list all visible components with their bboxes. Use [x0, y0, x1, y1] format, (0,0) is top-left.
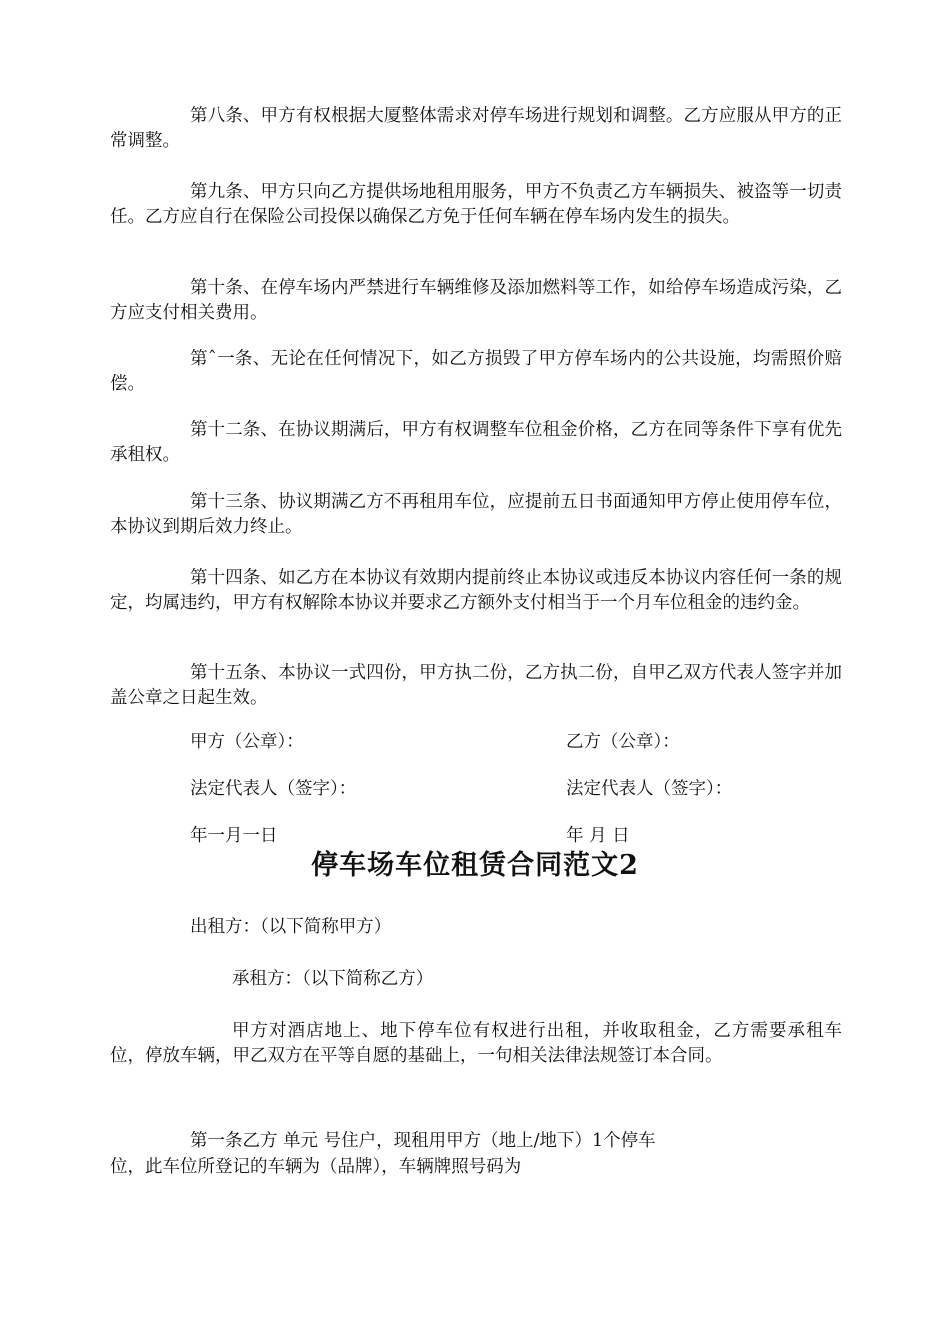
article-12: 第十二条、在协议期满后，甲方有权调整车位租金价格，乙方在同等条件下享有优先承租权。	[110, 420, 842, 465]
party-a-date: 年一月一日	[190, 826, 278, 846]
lessee-line: 承租方：（以下简称乙方）	[232, 969, 434, 989]
article-10: 第十条、在停车场内严禁进行车辆维修及添加燃料等工作，如给停车场造成污染，乙方应支付相关费用。	[110, 278, 842, 323]
party-b-representative: 法定代表人（签字）：	[566, 779, 733, 799]
article-1-line-1: 第一条乙方 单元 号住户，现租用甲方（地上/地下）1个停车	[190, 1131, 656, 1151]
article-11: 第ˆ一条、无论在任何情况下，如乙方损毁了甲方停车场内的公共设施，均需照价赔偿。	[110, 349, 842, 394]
article-15: 第十五条、本协议一式四份，甲方执二份，乙方执二份，自甲乙双方代表人签字并加盖公章之日起生效。	[110, 663, 842, 708]
party-b-seal: 乙方（公章）：	[566, 732, 680, 752]
party-a-seal: 甲方（公章）：	[190, 732, 304, 752]
article-13: 第十三条、协议期满乙方不再租用车位，应提前五日书面通知甲方停止使用停车位，本协议到期后效力终止。	[110, 492, 842, 537]
party-b-date: 年 月 日	[566, 826, 630, 846]
article-9: 第九条、甲方只向乙方提供场地租用服务，甲方不负责乙方车辆损失、被盗等一切责任。乙方应自行在保险公司投保以确保乙方免于任何车辆在停车场内发生的损失。	[110, 182, 842, 227]
preamble: 甲方对酒店地上、地下停车位有权进行出租，并收取租金，乙方需要承租车位，停放车辆，甲乙双方在平等自愿的基础上，一句相关法律法规签订本合同。	[110, 1021, 842, 1066]
article-1-line-2: 位，此车位所登记的车辆为（品牌），车辆牌照号码为	[110, 1157, 522, 1177]
article-14: 第十四条、如乙方在本协议有效期内提前终止本协议或违反本协议内容任何一条的规定，均属违约，甲方有权解除本协议并要求乙方额外支付相当于一个月车位租金的违约金。	[110, 568, 842, 613]
lessor-line: 出租方：（以下简称甲方）	[190, 917, 392, 937]
contract-title: 停车场车位租赁合同范文2	[311, 850, 639, 881]
article-8: 第八条、甲方有权根据大厦整体需求对停车场进行规划和调整。乙方应服从甲方的正常调整。	[110, 106, 842, 151]
party-a-representative: 法定代表人（签字）：	[190, 779, 357, 799]
